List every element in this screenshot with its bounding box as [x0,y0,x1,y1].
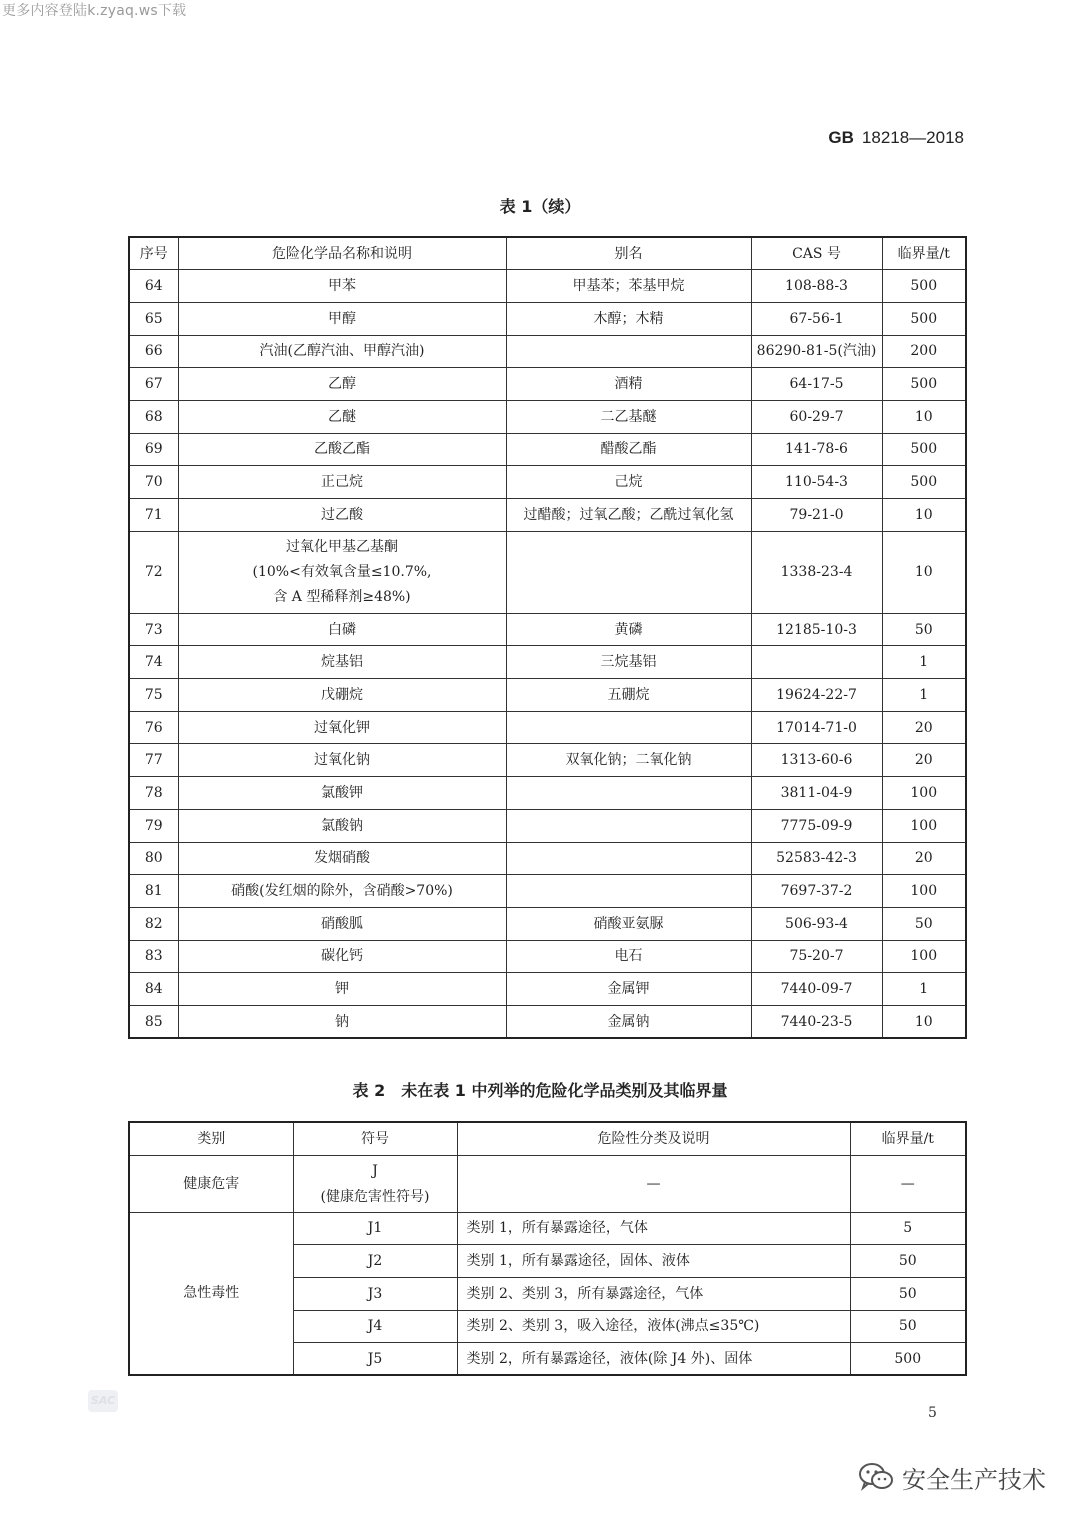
alias-cell: 酒精 [506,368,751,401]
cas-cell: 506-93-4 [751,907,882,940]
col-header-threshold: 临界量/t [850,1122,966,1155]
table-row [129,400,966,433]
symbol-cell: J4 [293,1310,457,1343]
table1-body [129,270,966,1038]
table-row [129,302,966,335]
index-cell: 84 [129,973,178,1006]
table2 [128,1121,967,1376]
alias-cell: 木醇；木精 [506,302,751,335]
index-cell: 81 [129,875,178,908]
alias-cell [506,875,751,908]
alias-cell: 醋酸乙酯 [506,433,751,466]
name-cell: 乙酸乙酯 [178,433,506,466]
cas-cell: 1338-23-4 [751,531,882,613]
index-cell: 78 [129,777,178,810]
index-cell: 67 [129,368,178,401]
col-header-index: 序号 [129,237,178,270]
name-cell: 过氧化甲基乙基酮 (10%<有效氧含量≤10.7%, 含 A 型稀释剂≥48%) [178,531,506,613]
cas-cell: 17014-71-0 [751,711,882,744]
table-row [129,646,966,679]
threshold-cell: 50 [850,1310,966,1343]
table2-caption: 表 2 未在表 1 中列举的危险化学品类别及其临界量 [352,1081,728,1100]
alias-cell [506,531,751,613]
alias-cell: 甲基苯；苯基甲烷 [506,270,751,303]
index-cell: 83 [129,940,178,973]
cas-cell: 64-17-5 [751,368,882,401]
col-header-description: 危险性分类及说明 [457,1122,850,1155]
name-cell: 正己烷 [178,466,506,499]
threshold-cell: 100 [882,940,966,973]
alias-cell [506,711,751,744]
threshold-cell: 500 [882,302,966,335]
name-cell: 氯酸钠 [178,809,506,842]
threshold-cell: 50 [850,1277,966,1310]
description-cell: 类别 2、类别 3，所有暴露途径，气体 [457,1277,850,1310]
symbol-cell: J (健康危害性符号) [293,1155,457,1212]
alias-cell: 硝酸亚氨脲 [506,907,751,940]
cas-cell: 79-21-0 [751,499,882,532]
table-row [129,613,966,646]
table-row [129,368,966,401]
name-cell: 白磷 [178,613,506,646]
alias-cell [506,842,751,875]
index-cell: 73 [129,613,178,646]
standard-number [828,128,964,148]
threshold-cell: 10 [882,1005,966,1038]
threshold-cell: 500 [882,368,966,401]
name-cell: 发烟硝酸 [178,842,506,875]
cas-cell: 12185-10-3 [751,613,882,646]
threshold-cell: 100 [882,777,966,810]
name-cell: 过氧化钾 [178,711,506,744]
cas-cell: 1313-60-6 [751,744,882,777]
index-cell: 71 [129,499,178,532]
threshold-cell: 1 [882,646,966,679]
table-row [129,940,966,973]
wechat-icon [858,1462,894,1492]
alias-cell: 过醋酸；过氧乙酸；乙酰过氧化氢 [506,499,751,532]
threshold-cell: 500 [882,466,966,499]
threshold-cell: 20 [882,744,966,777]
standard-code: 18218—2018 [861,128,964,147]
name-cell: 过氧化钠 [178,744,506,777]
name-cell: 戊硼烷 [178,679,506,712]
threshold-cell: 500 [882,270,966,303]
symbol-cell: J1 [293,1212,457,1245]
table1 [128,236,967,1039]
index-cell: 82 [129,907,178,940]
threshold-cell: 50 [882,613,966,646]
alias-cell: 电石 [506,940,751,973]
table-row [129,433,966,466]
index-cell: 66 [129,335,178,368]
threshold-cell: 500 [850,1343,966,1376]
table-row [129,1155,966,1212]
index-cell: 65 [129,302,178,335]
cas-cell: 3811-04-9 [751,777,882,810]
table-row [129,679,966,712]
threshold-cell: 100 [882,875,966,908]
table-row [129,499,966,532]
index-cell: 75 [129,679,178,712]
threshold-cell: 200 [882,335,966,368]
index-cell: 70 [129,466,178,499]
table-row [129,907,966,940]
name-cell: 硝酸胍 [178,907,506,940]
description-cell: 类别 1，所有暴露途径，固体、液体 [457,1245,850,1278]
threshold-cell: 20 [882,842,966,875]
threshold-cell: 500 [882,433,966,466]
cas-cell: 7440-23-5 [751,1005,882,1038]
table-row [129,973,966,1006]
table1-header-row [129,237,966,270]
sac-logo: SAC [88,1390,118,1412]
cas-cell: 67-56-1 [751,302,882,335]
index-cell: 72 [129,531,178,613]
alias-cell: 黄磷 [506,613,751,646]
threshold-cell: 10 [882,499,966,532]
cas-cell: 141-78-6 [751,433,882,466]
alias-cell: 二乙基醚 [506,400,751,433]
name-cell: 乙醇 [178,368,506,401]
threshold-cell: 50 [850,1245,966,1278]
table-row [129,875,966,908]
description-cell: 类别 1，所有暴露途径，气体 [457,1212,850,1245]
alias-cell [506,335,751,368]
symbol-cell: J5 [293,1343,457,1376]
name-cell: 乙醚 [178,400,506,433]
col-header-category: 类别 [129,1122,293,1155]
alias-cell: 金属钾 [506,973,751,1006]
table-row [129,1005,966,1038]
threshold-cell: — [850,1155,966,1212]
col-header-name: 危险化学品名称和说明 [178,237,506,270]
table-row [129,466,966,499]
threshold-cell: 1 [882,973,966,1006]
cas-cell: 19624-22-7 [751,679,882,712]
threshold-cell: 20 [882,711,966,744]
table1-caption: 表 1（续） [499,197,581,216]
index-cell: 76 [129,711,178,744]
cas-cell: 108-88-3 [751,270,882,303]
index-cell: 85 [129,1005,178,1038]
page-number: 5 [928,1405,937,1421]
category-cell: 急性毒性 [129,1212,293,1375]
table-row [129,842,966,875]
table-row [129,777,966,810]
cas-cell: 60-29-7 [751,400,882,433]
cas-cell: 7775-09-9 [751,809,882,842]
index-cell: 69 [129,433,178,466]
index-cell: 68 [129,400,178,433]
description-cell: 类别 2、类别 3，吸入途径，液体(沸点≤35℃) [457,1310,850,1343]
index-cell: 79 [129,809,178,842]
threshold-cell: 100 [882,809,966,842]
table-row [129,270,966,303]
col-header-threshold: 临界量/t [882,237,966,270]
threshold-cell: 10 [882,531,966,613]
category-cell: 健康危害 [129,1155,293,1212]
cas-cell [751,646,882,679]
index-cell: 77 [129,744,178,777]
cas-cell: 7697-37-2 [751,875,882,908]
threshold-cell: 10 [882,400,966,433]
name-cell: 甲醇 [178,302,506,335]
wechat-watermark [858,1457,1046,1497]
name-cell: 汽油(乙醇汽油、甲醇汽油) [178,335,506,368]
symbol-cell: J2 [293,1245,457,1278]
name-cell: 钠 [178,1005,506,1038]
alias-cell: 金属钠 [506,1005,751,1038]
col-header-cas: CAS 号 [751,237,882,270]
threshold-cell: 1 [882,679,966,712]
watermark-text: 安全生产技术 [902,1465,1046,1494]
standard-prefix: GB [828,128,854,147]
cas-cell: 75-20-7 [751,940,882,973]
cas-cell: 86290-81-5(汽油) [751,335,882,368]
table2-header-row [129,1122,966,1155]
threshold-cell: 5 [850,1212,966,1245]
alias-cell: 三烷基铝 [506,646,751,679]
cas-cell: 52583-42-3 [751,842,882,875]
alias-cell [506,777,751,810]
table-row [129,711,966,744]
download-notice: 更多内容登陆k.zyaq.ws下载 [2,3,187,19]
threshold-cell: 50 [882,907,966,940]
table-row [129,335,966,368]
col-header-symbol: 符号 [293,1122,457,1155]
col-header-alias: 别名 [506,237,751,270]
cas-cell: 7440-09-7 [751,973,882,1006]
table-row [129,531,966,613]
name-cell: 甲苯 [178,270,506,303]
alias-cell: 五硼烷 [506,679,751,712]
alias-cell: 己烷 [506,466,751,499]
index-cell: 80 [129,842,178,875]
table-row [129,809,966,842]
name-cell: 过乙酸 [178,499,506,532]
description-cell: 类别 2，所有暴露途径，液体(除 J4 外)、固体 [457,1343,850,1376]
name-cell: 氯酸钾 [178,777,506,810]
table-row [129,744,966,777]
table-row [129,1212,966,1245]
name-cell: 钾 [178,973,506,1006]
name-cell: 烷基铝 [178,646,506,679]
description-cell: — [457,1155,850,1212]
alias-cell [506,809,751,842]
index-cell: 74 [129,646,178,679]
alias-cell: 双氧化钠；二氧化钠 [506,744,751,777]
cas-cell: 110-54-3 [751,466,882,499]
name-cell: 碳化钙 [178,940,506,973]
name-cell: 硝酸(发红烟的除外，含硝酸>70%) [178,875,506,908]
symbol-cell: J3 [293,1277,457,1310]
index-cell: 64 [129,270,178,303]
